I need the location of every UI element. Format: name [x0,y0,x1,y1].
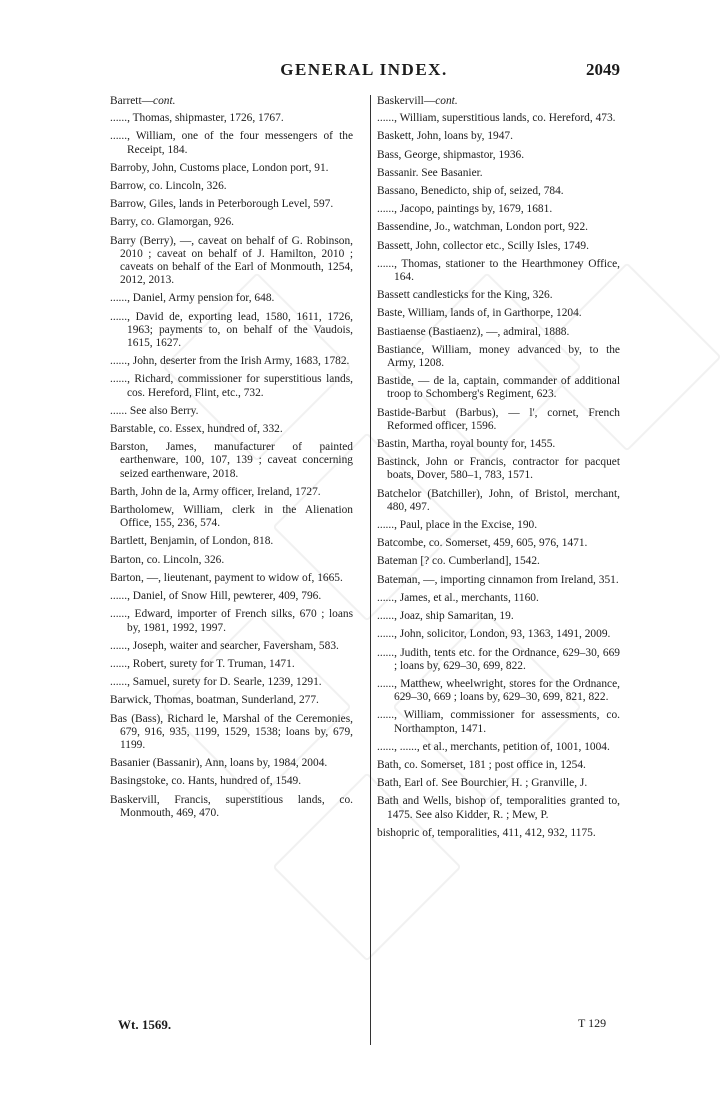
index-entry: ......, Jacopo, paintings by, 1679, 1681. [377,203,553,216]
index-entry: ......, David de, exporting lead, 1580, 1611, 1726, 1963; payments to, on behalf of the Vaudois, 1615, 1627. [110,310,353,350]
index-entry: Barrow, co. Lincoln, 326. [110,180,227,193]
entry-list [377,112,620,840]
index-entry: Bassano, Benedicto, ship of, seized, 784. [377,185,564,198]
index-entry: ......, William, one of the four messengers of the Receipt, 184. [110,130,353,156]
index-entry: Baste, William, lands of, in Garthorpe, 1204. [377,307,582,320]
footer-print-mark: Wt. 1569. [118,1017,172,1032]
page-title: GENERAL INDEX. [280,60,448,79]
index-entry: Bastide-Barbut (Barbus), — l', cornet, French Reformed officer, 1596. [377,406,620,432]
column-heading: Baskervill—cont. [377,95,458,107]
index-entry: Bastin, Martha, royal bounty for, 1455. [377,438,556,451]
index-entry: Barton, co. Lincoln, 326. [110,553,225,566]
index-entry: Bastinck, John or Francis, contractor for pacquet boats, Dover, 580–1, 783, 1571. [377,456,620,482]
index-entry: Barston, James, manufacturer of painted earthenware, 100, 107, 139 ; caveat concerning seized earthenware, 2018. [110,441,353,480]
column-heading: Barrett—cont. [110,95,176,107]
index-entry: Barry, co. Glamorgan, 926. [110,216,235,229]
index-entry: ......, Richard, commissioner for superstitious lands, cos. Hereford, Flint, etc., 732. [110,373,353,399]
index-entry: Bateman, —, importing cinnamon from Ireland, 351. [377,573,619,586]
index-entry: Bateman [? co. Cumberland], 1542. [377,555,540,568]
index-entry: ......, Paul, place in the Excise, 190. [377,519,538,532]
index-entry: ......, Thomas, shipmaster, 1726, 1767. [110,112,284,125]
index-entry: ......, Thomas, stationer to the Hearthmoney Office, 164. [377,257,620,284]
index-entry: ......, James, et al., merchants, 1160. [377,591,539,604]
entry-list [110,112,353,820]
index-column-left [110,95,353,825]
index-entry: ......, Judith, tents etc. for the Ordnance, 629–30, 669 ; loans by, 629–30, 699, 822. [377,646,620,672]
index-entry: Bassendine, Jo., watchman, London port, 922. [377,221,589,234]
index-entry: Barton, —, lieutenant, payment to widow of, 1665. [110,571,343,584]
index-entry: Barth, John de la, Army officer, Ireland, 1727. [110,485,321,498]
index-entry: Bath and Wells, bishop of, temporalities granted to, 1475. See also Kidder, R. ; Mew, P. [377,795,620,821]
index-entry: Bartlett, Benjamin, of London, 818. [110,535,274,548]
index-entry: bishopric of, temporalities, 411, 412, 932, 1175. [377,826,596,839]
index-entry: Baskervill, Francis, superstitious lands, co. Monmouth, 469, 470. [110,793,353,819]
index-entry: Barrow, Giles, lands in Peterborough Level, 597. [110,198,334,211]
index-entry: Bassett candlesticks for the King, 326. [377,289,553,302]
index-column-right [377,95,620,845]
index-entry: Batchelor (Batchiller), John, of Bristol, merchant, 480, 497. [377,487,620,513]
index-entry: Bath, Earl of. See Bourchier, H. ; Granville, J. [377,777,588,790]
index-entry: ......, Samuel, surety for D. Searle, 1239, 1291. [110,676,322,689]
index-entry: ......, John, deserter from the Irish Army, 1683, 1782. [110,355,350,368]
index-entry: Batcombe, co. Somerset, 459, 605, 976, 1471. [377,537,588,550]
index-entry: Basingstoke, co. Hants, hundred of, 1549. [110,775,302,788]
index-entry: Barroby, John, Customs place, London port, 91. [110,161,329,174]
index-entry: ......, Daniel, of Snow Hill, pewterer, 409, 796. [110,590,322,603]
index-entry: Bartholomew, William, clerk in the Alienation Office, 155, 236, 574. [110,504,353,530]
index-entry: Bath, co. Somerset, 181 ; post office in, 1254. [377,758,586,771]
index-entry: ......, Joaz, ship Samaritan, 19. [377,610,514,623]
index-entry: Bassett, John, collector etc., Scilly Isles, 1749. [377,239,589,252]
index-entry: ......, Matthew, wheelwright, stores for the Ordnance, 629–30, 669 ; loans by, 629–30, 699, 821, 822. [377,677,620,704]
index-entry: Bassanir. See Basanier. [377,166,483,179]
index-entry: Bas (Bass), Richard le, Marshal of the Ceremonies, 679, 916, 935, 1199, 1529, 1538; loans by, 679, 1199. [110,712,353,751]
index-entry: Barstable, co. Essex, hundred of, 332. [110,423,283,436]
footer-signature-mark: T 129 [578,1016,607,1030]
index-entry: ......, Daniel, Army pension for, 648. [110,292,275,305]
index-entry: ......, ......, et al., merchants, petition of, 1001, 1004. [377,740,610,753]
index-entry: Bastiaense (Bastiaenz), —, admiral, 1888. [377,325,570,338]
index-entry: Bastiance, William, money advanced by, to the Army, 1208. [377,343,620,370]
index-entry: Bastide, — de la, captain, commander of additional troop to Schomberg's Regiment, 623. [377,375,620,401]
index-entry: ...... See also Berry. [110,404,199,417]
index-entry: Bass, George, shipmastor, 1936. [377,148,525,161]
page-number: 2049 [586,60,620,79]
column-divider [370,95,371,1045]
index-entry: ......, Edward, importer of French silks, 670 ; loans by, 1981, 1992, 1997. [110,608,353,634]
index-entry: Baskett, John, loans by, 1947. [377,130,513,143]
index-entry: ......, William, commissioner for assessments, co. Northampton, 1471. [377,709,620,735]
index-entry: ......, Robert, surety for T. Truman, 1471. [110,657,295,670]
index-entry: Barry (Berry), —, caveat on behalf of G. Robinson, 2010 ; caveat on behalf of J. Hamilton, 2010 ; caveats on behalf of the Earl of Monmouth, 1254, 2012, 2013. [110,234,353,287]
index-entry: ......, William, superstitious lands, co. Hereford, 473. [377,112,616,125]
index-entry: ......, Joseph, waiter and searcher, Faversham, 583. [110,639,339,652]
index-entry: Basanier (Bassanir), Ann, loans by, 1984, 2004. [110,757,328,770]
index-entry: ......, John, solicitor, London, 93, 1363, 1491, 2009. [377,628,611,641]
page-header [108,60,620,84]
index-entry: Barwick, Thomas, boatman, Sunderland, 277. [110,694,319,707]
